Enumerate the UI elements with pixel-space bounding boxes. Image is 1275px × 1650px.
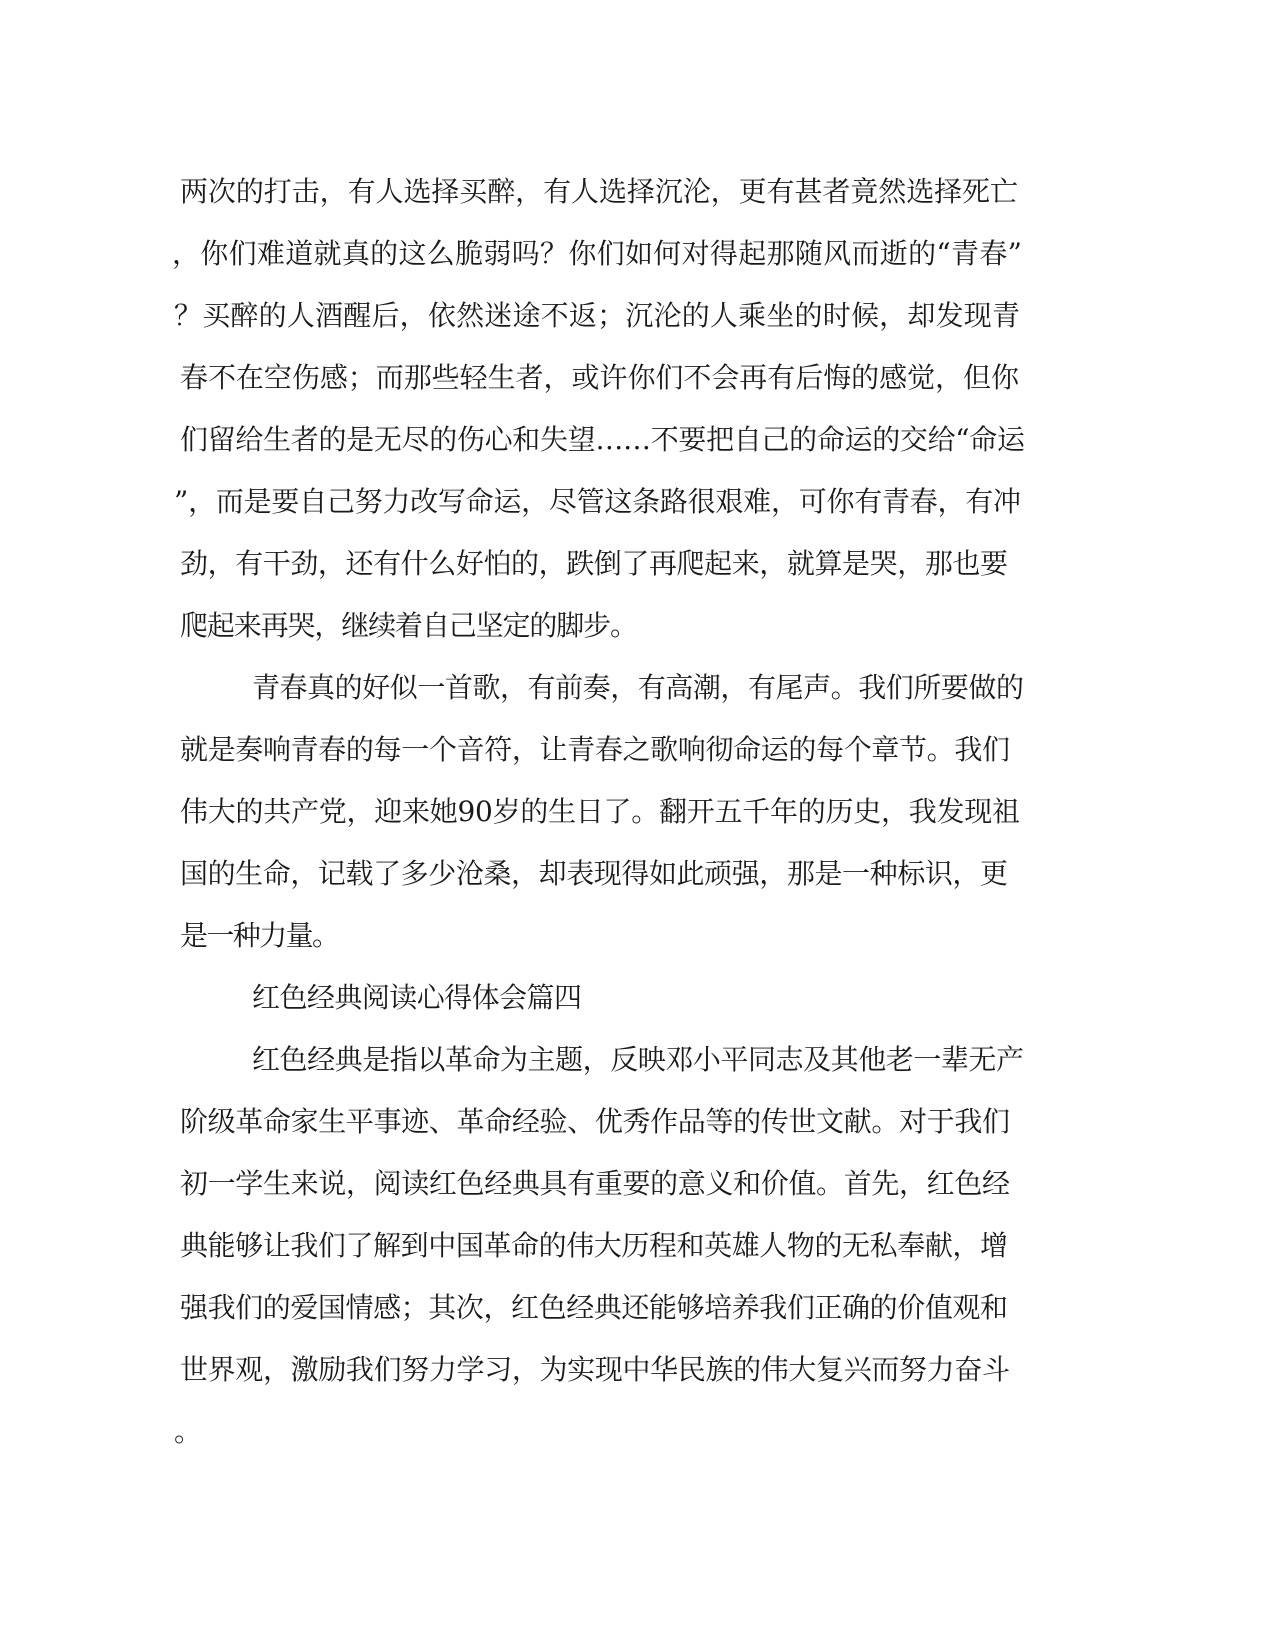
paragraph-line: ”，而是要自己努力改写命运，尽管这条路很艰难，可你有青春，有冲 bbox=[174, 485, 1021, 518]
paragraph-line: 初一学生来说，阅读红色经典具有重要的意义和价值。首先，红色经 bbox=[180, 1167, 1010, 1200]
section-heading: 红色经典阅读心得体会篇四 bbox=[252, 981, 582, 1014]
paragraph-line: 强我们的爱国情感；其次，红色经典还能够培养我们正确的价值观和 bbox=[180, 1291, 1008, 1324]
paragraph-line: 伟大的共产党，迎来她90岁的生日了。翻开五千年的历史，我发现祖 bbox=[180, 795, 1020, 828]
paragraph-line: 红色经典是指以革命为主题，反映邓小平同志及其他老一辈无产 bbox=[252, 1043, 1024, 1076]
paragraph-line: 典能够让我们了解到中国革命的伟大历程和英雄人物的无私奉献，增 bbox=[180, 1229, 1008, 1262]
paragraph-line: 们留给生者的是无尽的伤心和失望……不要把自己的命运的交给“命运 bbox=[180, 423, 1025, 456]
paragraph-line: 世界观，激励我们努力学习，为实现中华民族的伟大复兴而努力奋斗 bbox=[180, 1353, 1010, 1386]
paragraph-line: 青春真的好似一首歌，有前奏，有高潮，有尾声。我们所要做的 bbox=[252, 671, 1024, 704]
paragraph-line: 春不在空伤感；而那些轻生者，或许你们不会再有后悔的感觉，但你 bbox=[180, 361, 1019, 394]
paragraph-line: 劲，有干劲，还有什么好怕的，跌倒了再爬起来，就算是哭，那也要 bbox=[180, 547, 1008, 580]
paragraph-line: ？买醉的人酒醒后，依然迷途不返；沉沦的人乘坐的时候，却发现青 bbox=[174, 299, 1021, 332]
paragraph-line: ，你们难道就真的这么脆弱吗？你们如何对得起那随风而逝的“青春” bbox=[172, 237, 1023, 270]
paragraph-line: 爬起来再哭，继续着自己坚定的脚步。 bbox=[180, 609, 637, 642]
paragraph-line: 就是奏响青春的每一个音符，让青春之歌响彻命运的每个章节。我们 bbox=[180, 733, 1010, 766]
paragraph-line: 是一种力量。 bbox=[180, 919, 339, 952]
paragraph-line: 国的生命，记载了多少沧桑，却表现得如此顽强，那是一种标识，更 bbox=[180, 857, 1008, 890]
paragraph-line: 。 bbox=[174, 1415, 203, 1448]
paragraph-line: 两次的打击，有人选择买醉，有人选择沉沦，更有甚者竟然选择死亡 bbox=[180, 175, 1018, 208]
paragraph-line: 阶级革命家生平事迹、革命经验、优秀作品等的传世文献。对于我们 bbox=[180, 1105, 1010, 1138]
